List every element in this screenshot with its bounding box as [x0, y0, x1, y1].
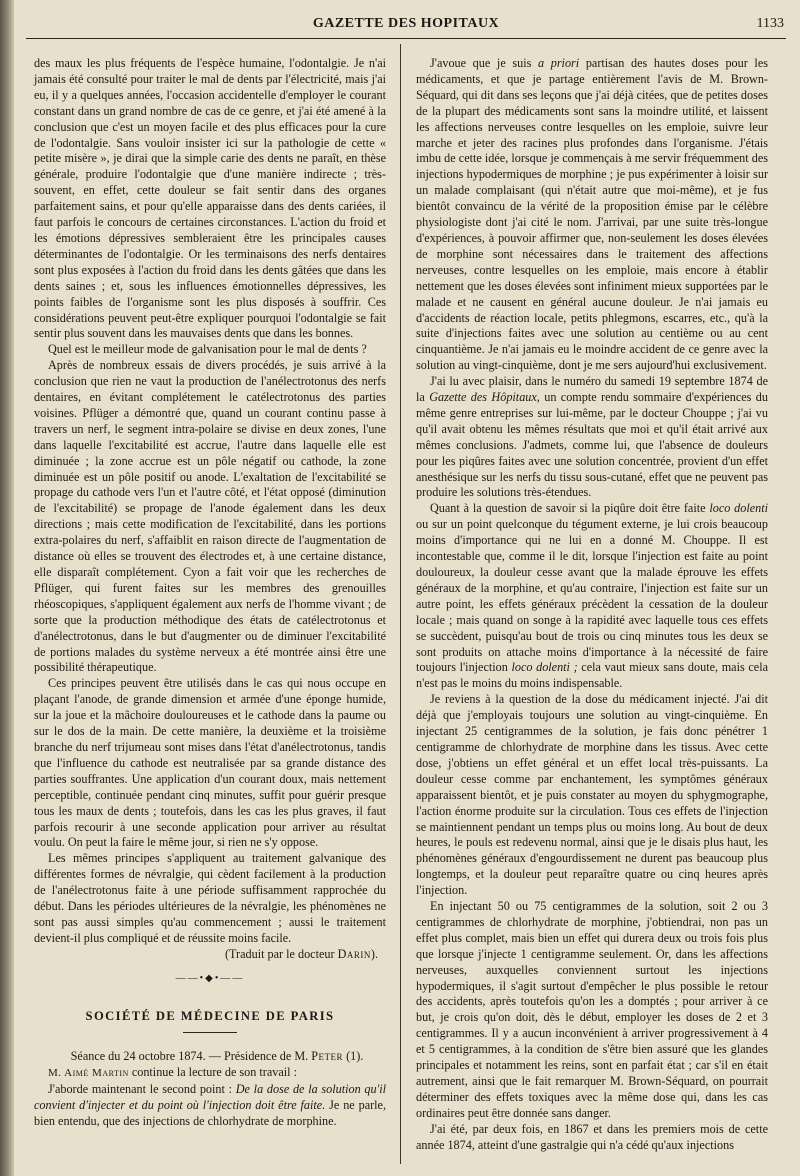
paragraph: Après de nombreux essais de divers procédés, je suis arrivé à la conclusion que rien ne vaut la production de l'anélectrotonus des nerfs dentaires, en évitant complétement le catélectrotonus des parties voisines. Pflüger a démontré que, quand un courant continu passe à travers un nerf, le segment intra-polaire se divise en deux zones, l'une dans laquelle l'excitabilité est accrue, l'autre dans laquelle elle est diminuée ; la zone accrue est un pôle négatif ou cathode, la zone diminuée est un pôle positif ou anode. L'exaltation de l'excitabilité se propage du cathode vers l'un et l'autre côté, et l'état opposé (diminution de l'excitabilité) se propage de l'anode également dans les deux directions ; mais cette modification de l'excitabilité, dans les portions extra-polaires du nerf, s'affaiblit en raison directe de l'augmentation de distance où elles se trouvent des électrodes et, à une certaine distance, elle disparaît complétement. Cyon a fait voir que les recherches de Pflüger, qui furent faites sur les membres des grenouilles rhéoscopiques, s'appliquent également aux nerfs de l'homme vivant ; de sorte que la production méthodique des états de catélectrotonus et d'anélectrotonus, dans le but d'augmenter ou de diminuer l'excitabilité de portions malades du système nerveux a été montrée ainsi être une possibilité thérapeutique. [34, 358, 386, 675]
paragraph: J'ai été, par deux fois, en 1867 et dans les premiers mois de cette année 1874, atteint d'une gastralgie qui n'a cédé qu'aux injections [416, 1121, 768, 1152]
speaker-text: continue la lecture de son travail : [128, 1065, 297, 1080]
speaker-name: M. Aimé Martin [48, 1067, 129, 1080]
paragraph [416, 501, 768, 692]
column-divider [400, 44, 401, 1164]
italic-span: loco dolenti ; [511, 660, 578, 675]
text-span: ou sur un point quelconque du tégument externe, je lui crois beaucoup moins d'importance qui ne lui en a donné M. Chouppe. Il est incontestable que, comme il le dit, lorsque l'injection est faite au point douloureux, la douleur cesse avant que la malade éprouve les effets généraux de la morphine, et qu'au contraire, l'injection est faite sur un autre point, les effets généraux précèdent la cessation de la douleur locale ; mais quand on songe à la rapidité avec laquelle tous ces effets se succèdent, puisqu'au bout de trois ou cinq minutes tous les deux se sont produits on attache moins d'importance à la nécessité de faire toujours l'injection [416, 517, 768, 675]
paragraph: Quel est le meilleur mode de galvanisation pour le mal de dents ? [48, 342, 367, 357]
section-ornament: ——•◆•—— [175, 972, 245, 984]
paragraph: Ces principes peuvent être utilisés dans le cas qui nous occupe en plaçant l'anode, de grande dimension et armée d'une éponge humide, sur la joue et la mâchoire douloureuses et le cathode dans la paume ou sur le dos de la main. De cette manière, la deuxième et la troisième branche du nerf trijumeau sont mises dans l'état d'anélectrotonus, tandis que l'influence du cathode est neutralisée par sa grande distance des parties souffrantes. Une application d'un courant doux, mais nettement perceptible, continuée pendant cinq minutes, suffit pour guérir presque tous les maux de dents ; toutefois, dans les cas les plus graves, il faut parfois recourir à une seconde application pour arriver au résultat voulu. On peut la faire le même jour, si rien ne s'y oppose. [34, 676, 386, 850]
signature-suffix: ). [370, 946, 378, 961]
section-title: SOCIÉTÉ DE MÉDECINE DE PARIS [85, 1008, 335, 1023]
text-span: Je ne parle, bien entendu, que des injections de chlorhydrate de morphine. [34, 1098, 387, 1129]
text-span: Quant à la question de savoir si la piqûre doit être faite [430, 501, 710, 516]
session-prefix: Séance du 24 octobre 1874. — Présidence de M. [70, 1049, 312, 1064]
italic-span: De la dose de la solution qu'il convient d'injecter et du point où l'injection doit être faite. [34, 1082, 386, 1113]
paragraph: des maux les plus fréquents de l'espèce humaine, l'odontalgie. Je n'ai jamais été consulté pour traiter le mal de dents par l'électricité, mais j'ai eu, il y a quelques années, l'occasion accidentelle d'employer le courant constant dans un grand nombre de cas de ce genre, et j'ai été amené à la conclusion que c'est un moyen facile et des plus efficaces pour la cure de l'odontalgie. Sans vouloir insister ici sur la pathologie de cette « petite misère », je dirai que la simple carie des dents ne paraît, en thèse générale, produire l'odontalgie que d'une manière indirecte ; très-souvent, en effet, cette douleur se fait sentir dans des organes parfaitement sains, et pour qu'elle apparaisse dans des dents cariées, il faut parfois le concours de certaines circonstances. L'action du froid et les émotions dépressives sembleraient être les principales causes déterminantes de l'odontalgie. Or les terminaisons des nerfs dentaires sont plus exposées à l'action du froid dans les dents gâtées que dans les dents saines ; et, sous les influences émotionnelles dépressives, les points faibles de l'organisme sont les plus disposés à souffrir. Ces considérations peuvent peut-être expliquer pourquoi l'odontalgie se fait sentir plus souvent dans les mauvaises dents que dans les bonnes. [34, 56, 386, 341]
paragraph [34, 1082, 386, 1130]
text-span: , un compte rendu sommaire d'expériences du même genre entreprises sur lui-même, par le docteur Chouppe ; j'ai vu qu'il avait obtenu les mêmes résultats que moi et qu'il était arrivé aux mêmes conclusions. J'admets, comme lui, que l'absence de douleurs pour les piqûres faites avec une solution concentrée, provient d'un effet anesthésique sur les nerfs du tissu sous-cutané, effet que ne peuvent pas produire les solutions très-étendues. [416, 390, 768, 500]
italic-span: loco dolenti [709, 501, 768, 516]
text-span: J'aborde maintenant le second point : [48, 1082, 236, 1097]
text-span: J'avoue que je suis [430, 56, 538, 70]
session-president: Peter [311, 1049, 344, 1064]
session-suffix: (1). [343, 1049, 364, 1064]
page-number: 1133 [756, 16, 784, 31]
header-rule [26, 38, 786, 39]
paragraph [416, 374, 768, 501]
translator-signature [34, 947, 386, 963]
session-line [34, 1049, 386, 1065]
italic-span: a priori [537, 56, 580, 70]
translator-name: Darin [337, 946, 371, 961]
book-spine-edge [0, 0, 14, 1176]
text-span: cela vaut mieux sans doute, mais cela n'est pas le moins du moins indispensable. [416, 660, 768, 691]
text-span: partisan des hautes doses pour les médicaments, et que je partage entièrement l'avis de M. Brown-Séquard, qui dit dans ses leçons que j'ai déjà citées, que de petites doses de la plupart des médicaments sont sans la moindre utilité, et laissent les affections nerveuses contre lesquelles on les emploie, suivre leur marche et jeter des racines plus profondes dans l'organisme. J'étais imbu de cette idée, lorsque je commençais à me servir fréquemment des injections hypodermiques de morphine ; je pus expérimenter à loisir sur un malade complaisant (qui n'était autre que moi-même), et je fus bientôt convaincu de la vérité de la proposition émise par le célèbre physiologiste dont j'ai cité le nom. J'arrivai, par une suite très-longue d'expériences, à pouvoir affirmer que, non-seulement les doses élevées de morphine sont nécessaires dans le traitement des affections nerveuses, contre lesquelles on les emploie, mais encore à établir nettement que les doses élevées sont infiniment mieux supportées par le malade et ne causent en général aucune douleur. Je n'ai jamais eu d'accidents de réaction locale, petits phlegmons, escarres, etc., qu'à la suite d'injections faites avec une solution au centième ou au cent cinquantième. Je n'ai jamais eu le moindre accident de ce genre avec la solution au vingt-cinquième, dont je me sers aujourd'hui exclusivement. [416, 56, 768, 373]
journal-title: GAZETTE DES HOPITAUX [312, 16, 500, 31]
text-span: J'ai lu avec plaisir, dans le numéro du samedi 19 septembre 1874 de la [416, 374, 768, 405]
right-column [416, 56, 768, 1154]
paragraph: En injectant 50 ou 75 centigrammes de la solution, soit 2 ou 3 centigrammes de chlorhydrate de morphine, j'obtiendrai, non pas un effet plus complet, mais bien un effet qui durera deux ou trois fois plus que lorsque j'injecte 1 centigramme seulement. Or, dans les affections nerveuses, auxquelles conviennent surtout les injections hypodermiques, il s'agit surtout d'empêcher le plus possible le retour des accidents, après toutefois qu'on les a domptés ; pour arriver à ce but, je crois qu'on doit, dès le début, employer les doses de 2 et 3 centigrammes. Il y a aucun inconvénient à arriver progressivement à 4 et 5 centigrammes, à la condition de s'être bien assuré que les glandes principales et notamment les reins, sont en parfait état ; car s'il en était autrement, ainsi que le fait remarquer M. Brown-Séquard, on pourrait déterminer des effets toxiques avec la même dose qui, dans les cas ordinaires peut être donnée sans danger. [416, 899, 768, 1120]
left-column [34, 56, 386, 1130]
title-rule [183, 1032, 237, 1033]
italic-span: Gazette des Hôpitaux [429, 390, 537, 405]
page-header [26, 14, 786, 38]
paragraph [416, 56, 768, 374]
signature-prefix: (Traduit par le docteur [224, 946, 338, 961]
paragraph: Les mêmes principes s'appliquent au traitement galvanique des différentes formes de névralgie, qui cèdent facilement à la production de l'anélectrotonus faite à une période suffisamment rapprochée du début. Dans les périodes ultérieures de la névralgie, les phénomènes ne sont pas aussi simples qu'au commencement ; aussi le traitement devient-il plus compliqué et de réussite moins facile. [34, 851, 386, 945]
speaker-line [34, 1065, 386, 1082]
paragraph: Je reviens à la question de la dose du médicament injecté. J'ai dit déjà que j'employais toujours une solution au vingt-cinquième. En injectant 25 centigrammes de la solution, je fais donc pénétrer 1 centigramme de chlorhydrate de morphine dans les tissus. Avec cette dose, j'obtiens un effet général et un effet local très-puissants. La douleur cesse comme par enchantement, les symptômes généraux apparaissent bientôt, et je puis constater au moyen du sphygmographe, l'action énorme produite sur la circulation. Tous ces effets de l'injection se maintiennent pendant un temps plus ou moins long. Au bout de deux heures, le pouls est redevenu normal, ainsi que je le disais plus haut, les phénomènes généraux d'engourdissement ne durent pas beaucoup plus longtemps, et la douleur peut reparaître quatre ou cinq heures après l'injection. [416, 692, 768, 898]
